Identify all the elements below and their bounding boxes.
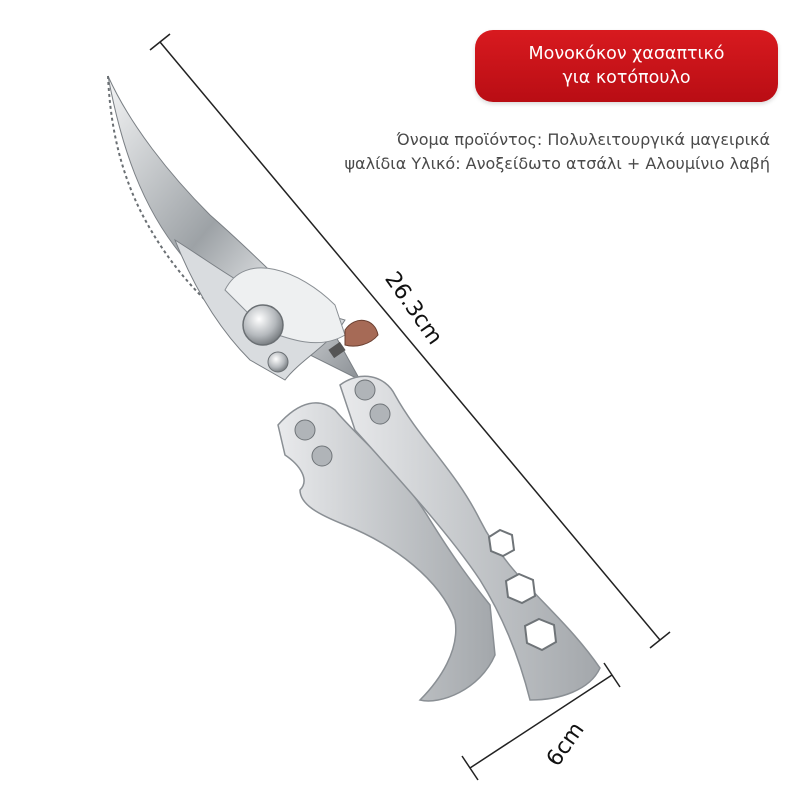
description-line1: Όνομα προϊόντος: Πολυλειτουργικά μαγειρικά — [396, 130, 770, 149]
length-label: 26.3cm — [379, 267, 448, 350]
product-title-banner — [475, 30, 778, 102]
description-line2: ψαλίδια Υλικό: Ανοξείδωτο ατσάλι + Αλουμίνιο λαβή — [344, 154, 770, 173]
product-description — [300, 128, 770, 176]
scissors-blade — [108, 76, 378, 380]
banner-title-line2: για κοτόπουλο — [562, 68, 691, 88]
width-label: 6cm — [541, 717, 590, 772]
pivot-bolt — [243, 305, 283, 345]
banner-title-line1: Μονοκόκον χασαπτικό — [528, 44, 725, 64]
